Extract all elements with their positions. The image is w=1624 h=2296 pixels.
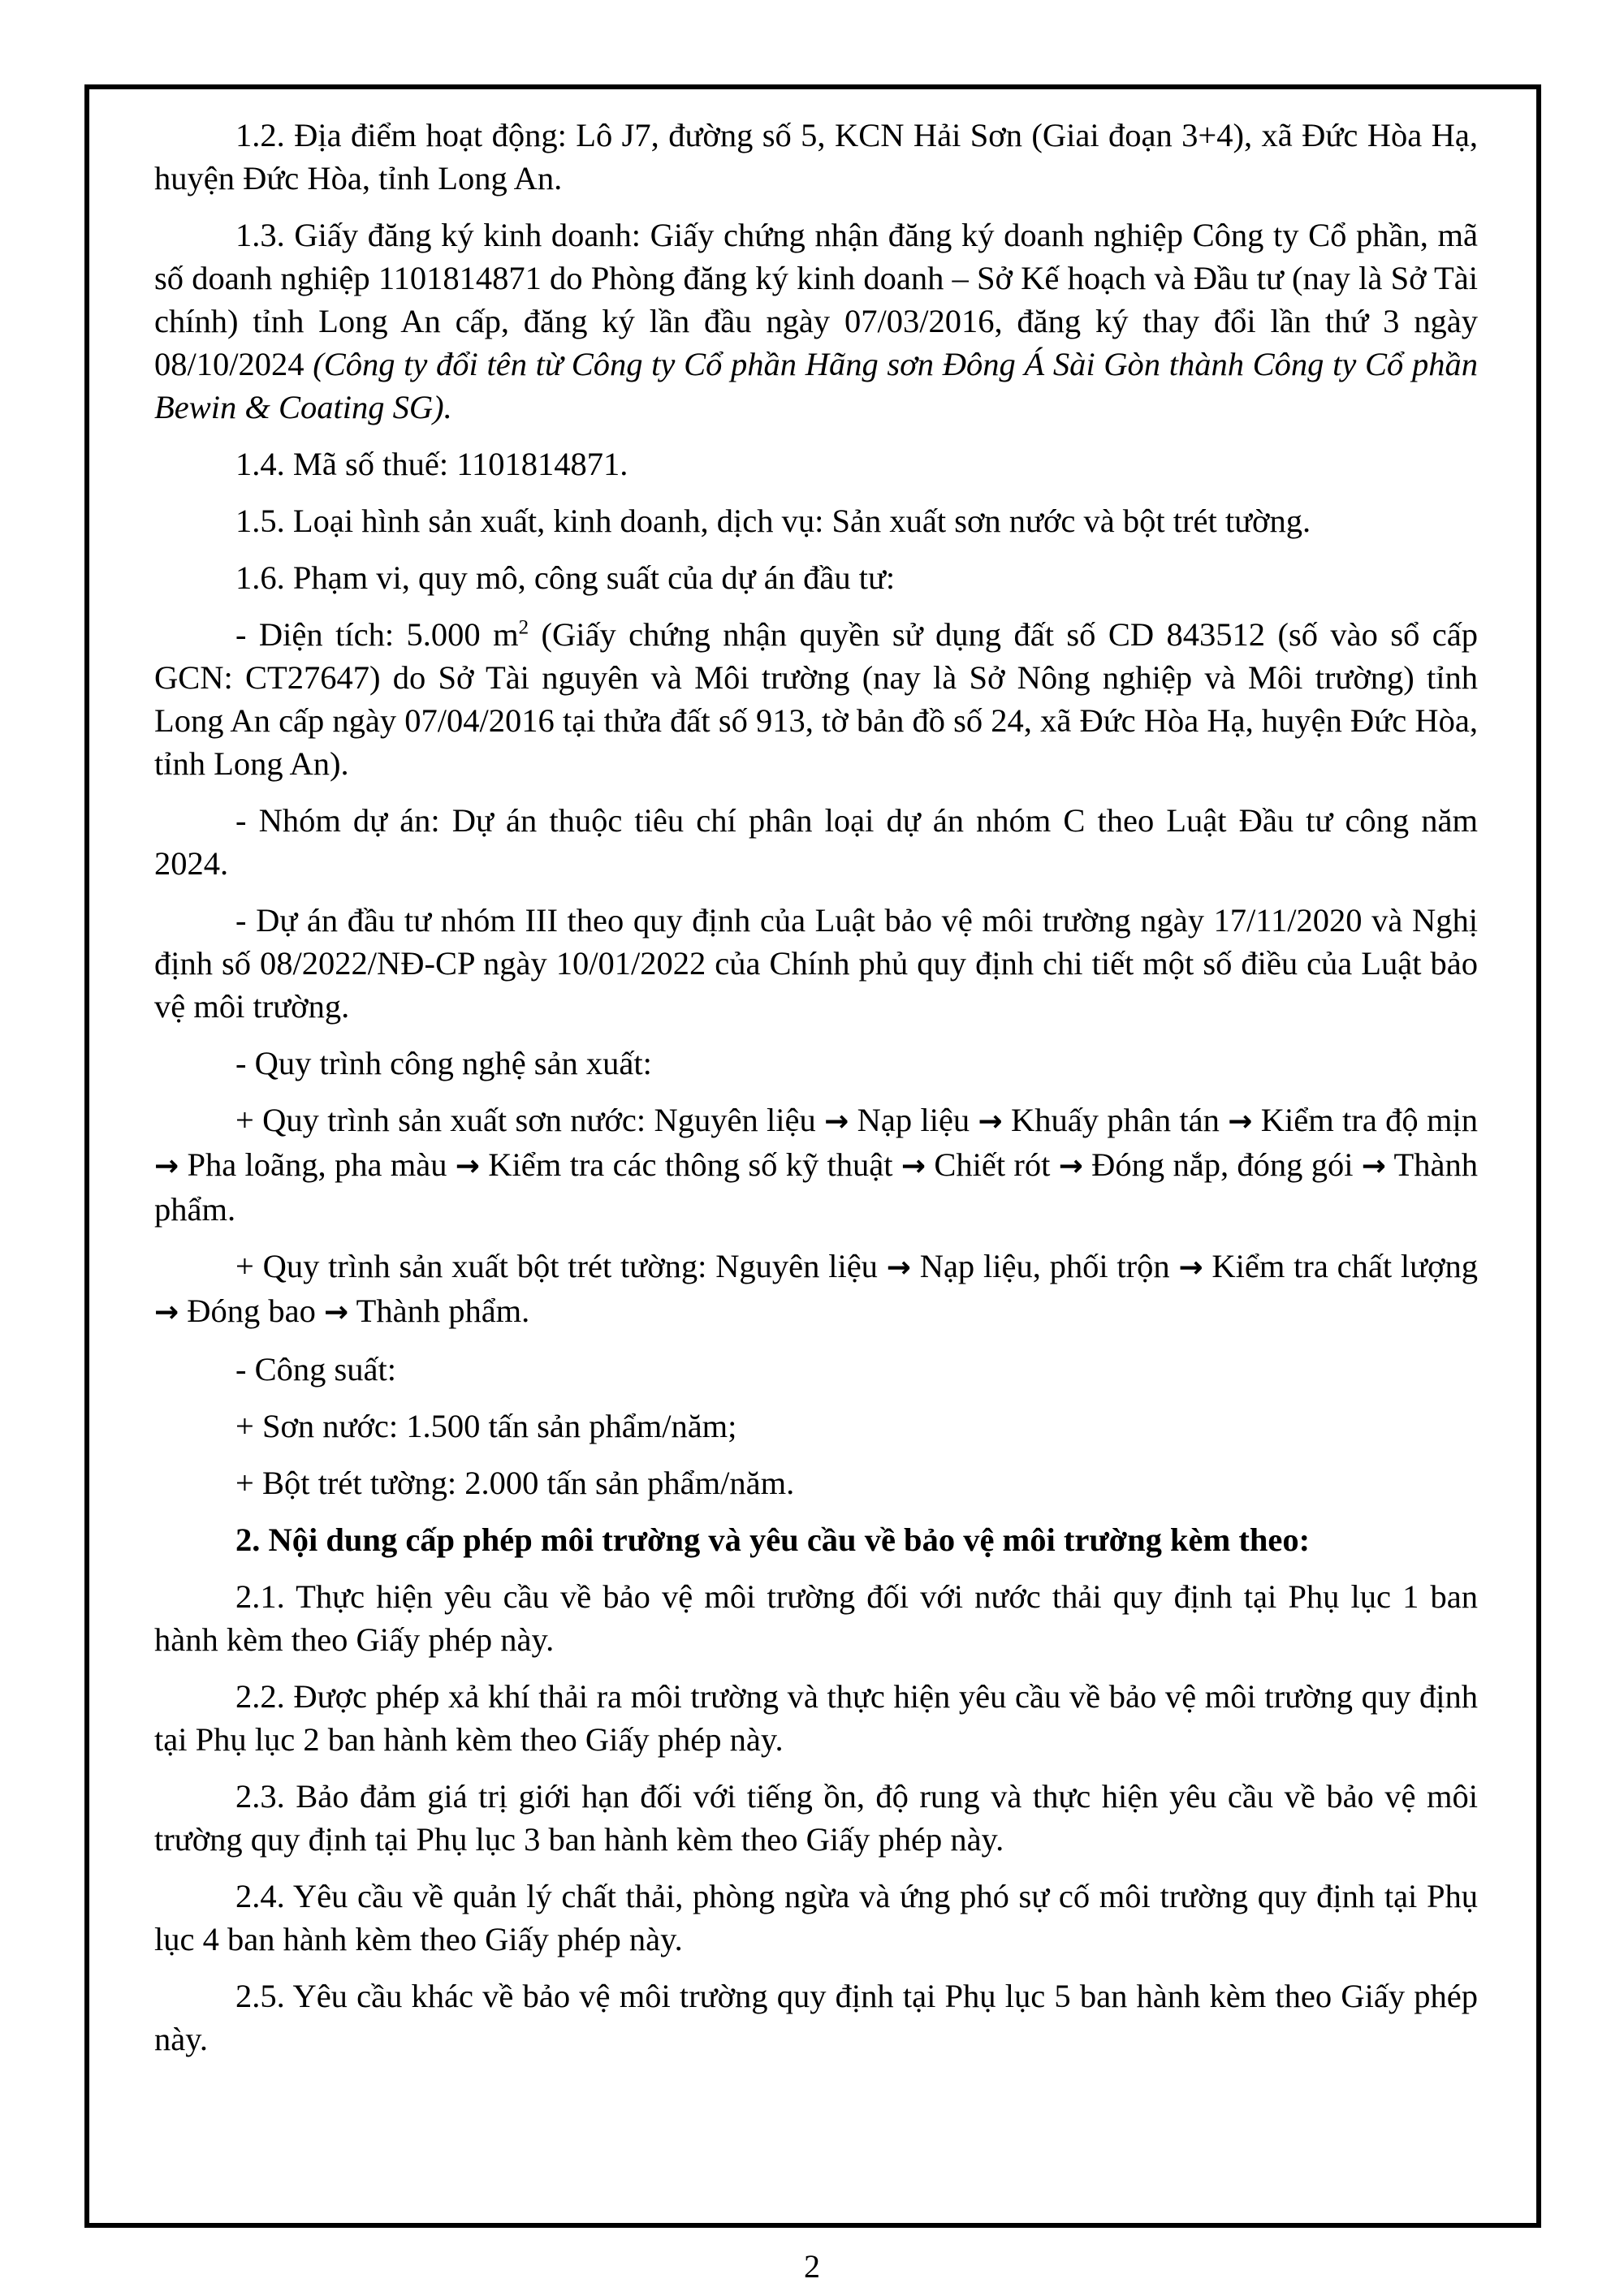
paint-process-step: Kiểm tra độ mịn (1260, 1102, 1478, 1138)
paragraph-1-5: 1.5. Loại hình sản xuất, kinh doanh, dịch vụ: Sản xuất sơn nước và bột trét tường. (235, 503, 1311, 539)
arrow-right-icon: → (886, 1251, 911, 1284)
paragraph-capacity-putty: + Bột trét tường: 2.000 tấn sản phẩm/năm. (235, 1465, 795, 1501)
paint-process-step: Thành phẩm. (154, 1146, 1479, 1228)
paragraph-2-4: 2.4. Yêu cầu về quản lý chất thải, phòng ngừa và ứng phó sự cố môi trường quy định tại Phụ lục 4 ban hành kèm theo Giấy phép này. (154, 1878, 1478, 1957)
arrow-right-icon: → (1228, 1105, 1253, 1138)
putty-process-lead: + Quy trình sản xuất bột trét tường: (235, 1248, 716, 1284)
arrow-right-icon: → (1178, 1251, 1203, 1284)
arrow-right-icon: → (154, 1150, 179, 1183)
paragraph-2-5: 2.5. Yêu cầu khác về bảo vệ môi trường quy định tại Phụ lục 5 ban hành kèm theo Giấy phép này. (154, 1978, 1478, 2057)
putty-process-step: Nguyên liệu (715, 1248, 878, 1284)
paint-process-step: Chiết rót (934, 1146, 1051, 1183)
paragraph-2-2: 2.2. Được phép xả khí thải ra môi trường và thực hiện yêu cầu về bảo vệ môi trường quy định tại Phụ lục 2 ban hành kèm theo Giấy phép này. (154, 1678, 1478, 1758)
arrow-right-icon: → (1361, 1150, 1386, 1183)
paint-process-step: Khuấy phân tán (1011, 1102, 1220, 1138)
area-text: - Diện tích: 5.000 m (235, 616, 519, 653)
arrow-right-icon: → (901, 1150, 926, 1183)
paragraph-putty-process (154, 1245, 1478, 1334)
paint-process-step: Pha loãng, pha màu (187, 1146, 447, 1183)
paint-process-step: Kiểm tra các thông số kỹ thuật (488, 1146, 893, 1183)
arrow-right-icon: → (455, 1150, 480, 1183)
paragraph-2-1: 2.1. Thực hiện yêu cầu về bảo vệ môi trường đối với nước thải quy định tại Phụ lục 1 ban hành kèm theo Giấy phép này. (154, 1578, 1478, 1658)
paragraph-project-group: - Nhóm dự án: Dự án thuộc tiêu chí phân loại dự án nhóm C theo Luật Đầu tư công năm 2024. (154, 802, 1478, 882)
paragraph-area (154, 613, 1478, 785)
arrow-right-icon: → (824, 1105, 849, 1138)
paragraph-1-3-text: 1.3. Giấy đăng ký kinh doanh: Giấy chứng nhận đăng ký doanh nghiệp Công ty Cổ phần, mã số doanh nghiệp 1101814871 do Phòng đăng ký kinh doanh – Sở Kế hoạch và Đầu tư (nay là Sở Tài chính) tỉnh Long An cấp, đăng ký lần đầu ngày 07/03/2016, đăng ký thay đổi lần thứ 3 ngày 08/10/2024 (154, 217, 1478, 382)
paint-process-step: Đóng nắp, đóng gói (1091, 1146, 1354, 1183)
paragraph-1-3 (154, 214, 1478, 429)
putty-process-step: Kiểm tra chất lượng (1212, 1248, 1479, 1284)
document-body (154, 114, 1478, 2074)
paragraph-2-3: 2.3. Bảo đảm giá trị giới hạn đối với tiếng ồn, độ rung và thực hiện yêu cầu về bảo vệ môi trường quy định tại Phụ lục 3 ban hành kèm theo Giấy phép này. (154, 1778, 1478, 1858)
paragraph-1-4: 1.4. Mã số thuế: 1101814871. (235, 446, 628, 482)
arrow-right-icon: → (154, 1296, 179, 1329)
paragraph-paint-process (154, 1098, 1478, 1231)
section-2-heading: 2. Nội dung cấp phép môi trường và yêu cầu về bảo vệ môi trường kèm theo: (235, 1521, 1311, 1558)
paragraph-project-group-iii: - Dự án đầu tư nhóm III theo quy định của Luật bảo vệ môi trường ngày 17/11/2020 và Nghị định số 08/2022/NĐ-CP ngày 10/01/2022 của Chính phủ quy định chi tiết một số điều của Luật bảo vệ môi trường. (154, 902, 1478, 1025)
paragraph-1-6: 1.6. Phạm vi, quy mô, công suất của dự án đầu tư: (235, 559, 896, 596)
putty-process-step: Đóng bao (187, 1293, 316, 1329)
paint-process-step: Nạp liệu (857, 1102, 970, 1138)
area-superscript: 2 (518, 616, 529, 639)
paragraph-capacity-paint: + Sơn nước: 1.500 tấn sản phẩm/năm; (235, 1408, 737, 1444)
paragraph-process-title: - Quy trình công nghệ sản xuất: (235, 1045, 652, 1081)
arrow-right-icon: → (324, 1296, 349, 1329)
area-details: (Giấy chứng nhận quyền sử dụng đất số CD 843512 (số vào sổ cấp GCN: CT27647) do Sở Tài nguyên và Môi trường (nay là Sở Nông nghiệp và Môi trường) tỉnh Long An cấp ngày 07/04/2016 tại thửa đất số 913, tờ bản đồ số 24, xã Đức Hòa Hạ, huyện Đức Hòa, tỉnh Long An). (154, 616, 1478, 782)
arrow-right-icon: → (1058, 1150, 1083, 1183)
putty-process-step: Nạp liệu, phối trộn (919, 1248, 1170, 1284)
paragraph-1-3-italic-note: (Công ty đổi tên từ Công ty Cổ phần Hãng sơn Đông Á Sài Gòn thành Công ty Cổ phần Bewin & Coating SG). (154, 346, 1478, 425)
putty-process-step: Thành phẩm. (356, 1293, 530, 1329)
page-number: 2 (804, 2248, 820, 2285)
arrow-right-icon: → (978, 1105, 1003, 1138)
paragraph-capacity-title: - Công suất: (235, 1351, 396, 1388)
paint-process-step: Nguyên liệu (654, 1102, 816, 1138)
paragraph-1-2: 1.2. Địa điểm hoạt động: Lô J7, đường số 5, KCN Hải Sơn (Giai đoạn 3+4), xã Đức Hòa Hạ, huyện Đức Hòa, tỉnh Long An. (154, 117, 1478, 196)
paint-process-lead: + Quy trình sản xuất sơn nước: (235, 1102, 654, 1138)
